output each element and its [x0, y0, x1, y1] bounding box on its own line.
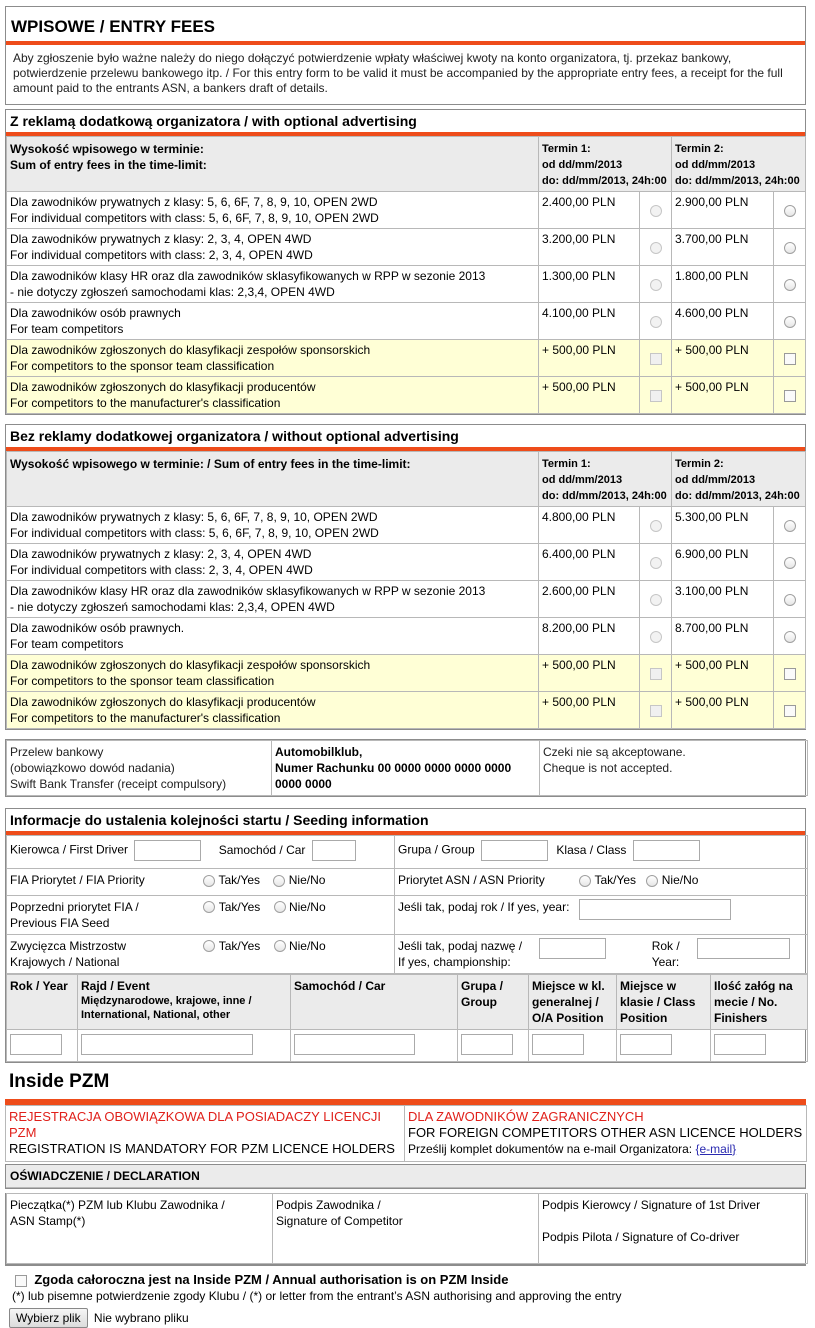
without-ads-table — [6, 451, 806, 729]
signatures-table — [6, 1193, 808, 1264]
fee-radio-term1[interactable] — [650, 205, 662, 217]
fee-radio-cell-2[interactable] — [774, 581, 806, 618]
champion-name-label-l1: Jeśli tak, podaj nazwę / — [398, 939, 523, 953]
term1-label: Termin 1: — [542, 143, 591, 155]
class-input[interactable] — [633, 840, 700, 861]
fee-radio-cell-1[interactable] — [640, 192, 672, 229]
results-table — [6, 974, 808, 1062]
col-finishers: Ilość załóg na mecie / No. Finishers — [711, 975, 808, 1030]
fee-desc — [7, 340, 539, 377]
fee-desc-pl: Dla zawodników prywatnych z klasy: 5, 6, 6F, 7, 8, 9, 10, OPEN 2WD — [10, 195, 378, 209]
bank-method-l1: Przelew bankowy — [10, 745, 104, 759]
fee-desc-en: - nie dotyczy zgłoszeń samochodami klas: 2,3,4, OPEN 4WD — [10, 285, 335, 299]
fee-radio-term1[interactable] — [650, 316, 662, 328]
fee-price-2: + 500,00 PLN — [672, 340, 774, 377]
bank-method-l2: (obowiązkowo dowód nadania) — [10, 761, 175, 775]
first-driver-label: Kierowca / First Driver — [10, 842, 129, 857]
term1-head — [539, 137, 672, 192]
fee-checkbox-term1[interactable] — [650, 668, 662, 680]
fee-row-extra — [7, 377, 806, 414]
choose-file-button[interactable]: Wybierz plik — [9, 1308, 88, 1328]
fee-desc-pl: Dla zawodników osób prawnych — [10, 306, 181, 320]
fee-row — [7, 581, 806, 618]
fee-desc-en: For team competitors — [10, 322, 124, 336]
annual-authorisation-label: Zgoda całoroczna jest na Inside PZM / Annual authorisation is on PZM Inside — [34, 1272, 509, 1287]
term1-to: do: dd/mm/2013, 24h:00 — [542, 490, 667, 502]
fee-desc-en: For individual competitors with class: 2, 3, 4, OPEN 4WD — [10, 563, 313, 577]
fee-desc — [7, 581, 539, 618]
fee-row — [7, 303, 806, 340]
file-upload-row — [5, 1308, 806, 1328]
inside-pzm-row — [6, 1106, 807, 1162]
fee-desc — [7, 507, 539, 544]
fee-price-2: 5.300,00 PLN — [672, 507, 774, 544]
fee-head-l2: Sum of entry fees in the time-limit: — [10, 158, 207, 172]
result-year-input[interactable] — [10, 1034, 62, 1055]
fia-priority-label: FIA Priorytet / FIA Priority — [10, 873, 145, 887]
fee-checkbox-cell-1[interactable] — [640, 692, 672, 729]
prev-fia-yes-radio[interactable] — [203, 901, 215, 913]
pzm-licence-cell — [6, 1106, 405, 1162]
fee-desc — [7, 377, 539, 414]
fee-row — [7, 618, 806, 655]
fee-desc-en: For competitors to the sponsor team classification — [10, 674, 275, 688]
col-class-position: Miejsce w klasie / Class Position — [617, 975, 711, 1030]
fee-radio-term2[interactable] — [784, 557, 796, 569]
seeding-row-priority — [7, 869, 808, 896]
seeding-row-prev-fia — [7, 896, 808, 935]
fee-desc — [7, 692, 539, 729]
competitor-signature-l1: Podpis Zawodnika / — [276, 1198, 381, 1212]
fee-price-1: + 500,00 PLN — [539, 377, 640, 414]
fee-radio-cell-2[interactable] — [774, 266, 806, 303]
fee-desc-pl: Dla zawodników klasy HR oraz dla zawodników sklasyfikowanych w RPP w sezonie 2013 — [10, 584, 486, 598]
prev-fia-label — [10, 899, 200, 931]
fee-head-l1: Wysokość wpisowego w terminie: — [10, 142, 204, 156]
declaration-section — [5, 1164, 806, 1189]
champion-name-label-l2: If yes, championship: — [398, 955, 511, 969]
championship-input[interactable] — [539, 938, 606, 959]
fee-checkbox-cell-1[interactable] — [640, 340, 672, 377]
seeding-section — [5, 808, 806, 1063]
fee-radio-cell-2[interactable] — [774, 618, 806, 655]
fee-row — [7, 229, 806, 266]
term2-to: do: dd/mm/2013, 24h:00 — [675, 490, 800, 502]
fee-checkbox-term2[interactable] — [784, 390, 796, 402]
codriver-signature-label: Podpis Pilota / Signature of Co-driver — [542, 1230, 740, 1244]
champion-label-l2: Krajowych / National — [10, 955, 120, 969]
class-label: Klasa / Class — [556, 842, 627, 857]
fee-desc-en: For individual competitors with class: 2, 3, 4, OPEN 4WD — [10, 248, 313, 262]
stamp-footnote: (*) lub pisemne potwierdzenie zgody Klubu / (*) or letter from the entrant’s ASN authorising and approving the entry — [12, 1289, 622, 1303]
fee-price-1: 3.200,00 PLN — [539, 229, 640, 266]
seeding-cell — [7, 935, 395, 974]
results-cell — [458, 1030, 529, 1062]
first-driver-input[interactable] — [134, 840, 201, 861]
fee-radio-term1[interactable] — [650, 594, 662, 606]
foreign-send-text: Prześlij komplet dokumentów na e-mail Organizatora: — [408, 1142, 693, 1156]
seeding-cell — [395, 836, 808, 869]
footer — [5, 1265, 806, 1328]
champion-year-label-l1: Rok / — [651, 939, 680, 953]
seeding-cell — [7, 896, 395, 935]
fee-desc-en: For individual competitors with class: 5, 6, 6F, 7, 8, 9, 10, OPEN 2WD — [10, 211, 379, 225]
results-cell — [711, 1030, 808, 1062]
fee-price-1: 2.400,00 PLN — [539, 192, 640, 229]
term2-from: od dd/mm/2013 — [675, 474, 756, 486]
fee-desc-pl: Dla zawodników zgłoszonych do klasyfikacji producentów — [10, 380, 316, 394]
prev-fia-label-l2: Previous FIA Seed — [10, 916, 110, 930]
fee-desc-en: For competitors to the manufacturer's classification — [10, 396, 281, 410]
results-cell — [529, 1030, 617, 1062]
no-label: Nie/No — [288, 939, 326, 953]
fee-price-1: 6.400,00 PLN — [539, 544, 640, 581]
fee-desc — [7, 303, 539, 340]
col-group: Grupa / Group — [458, 975, 529, 1030]
fee-radio-cell-1[interactable] — [640, 581, 672, 618]
fee-price-2: + 500,00 PLN — [672, 655, 774, 692]
fee-checkbox-cell-2[interactable] — [774, 340, 806, 377]
seeding-cell — [395, 935, 808, 974]
fee-radio-cell-1[interactable] — [640, 266, 672, 303]
foreign-send-line — [408, 1141, 803, 1157]
champion-label-l1: Zwycięzca Mistrzostw — [10, 939, 127, 953]
results-cell — [617, 1030, 711, 1062]
fee-radio-cell-2[interactable] — [774, 303, 806, 340]
car-label: Samochód / Car — [218, 842, 306, 857]
without-ads-head-row — [7, 452, 806, 507]
foreign-heading: DLA ZAWODNIKÓW ZAGRANICZNYCH — [408, 1109, 644, 1124]
champion-year-label — [652, 938, 694, 970]
term1-from: od dd/mm/2013 — [542, 159, 623, 171]
fee-row — [7, 266, 806, 303]
fee-checkbox-term2[interactable] — [784, 705, 796, 717]
fee-desc — [7, 229, 539, 266]
competitor-signature-l2: Signature of Competitor — [276, 1214, 403, 1228]
fee-desc-en: For competitors to the manufacturer's classification — [10, 711, 281, 725]
fee-radio-term2[interactable] — [784, 520, 796, 532]
fee-radio-term2[interactable] — [784, 316, 796, 328]
no-label: Nie/No — [661, 873, 699, 887]
fee-price-2: 1.800,00 PLN — [672, 266, 774, 303]
bank-transfer-row — [7, 741, 808, 796]
fee-desc-en: For competitors to the sponsor team classification — [10, 359, 275, 373]
bank-method-l3: Swift Bank Transfer (receipt compulsory) — [10, 777, 227, 791]
car-input[interactable] — [312, 840, 356, 861]
competitor-signature-cell — [273, 1194, 539, 1264]
fee-row-extra — [7, 655, 806, 692]
fee-desc-en: For team competitors — [10, 637, 124, 651]
organizer-email-link[interactable]: {e-mail} — [695, 1142, 737, 1156]
results-cell — [7, 1030, 78, 1062]
fee-desc — [7, 618, 539, 655]
fee-row — [7, 507, 806, 544]
fee-price-2: 3.100,00 PLN — [672, 581, 774, 618]
champion-year-label-l2: Year: — [651, 955, 680, 969]
results-cell — [78, 1030, 291, 1062]
fee-desc — [7, 655, 539, 692]
page-title: WPISOWE / ENTRY FEES — [6, 7, 805, 45]
fee-row-extra — [7, 692, 806, 729]
fee-desc-pl: Dla zawodników prywatnych z klasy: 2, 3, 4, OPEN 4WD — [10, 547, 312, 561]
prev-fia-label-l1: Poprzedni priorytet FIA / — [10, 900, 139, 914]
term2-head — [672, 137, 806, 192]
result-oa-position-input[interactable] — [532, 1034, 584, 1055]
with-ads-title: Z reklamą dodatkową organizatora / with optional advertising — [6, 110, 805, 136]
fee-checkbox-cell-2[interactable] — [774, 655, 806, 692]
term2-to: do: dd/mm/2013, 24h:00 — [675, 175, 800, 187]
term2-label: Termin 2: — [675, 143, 724, 155]
intro-text: Aby zgłoszenie było ważne należy do niego dołączyć potwierdzenie wpłaty właściwej kwoty na konto organizatora, tj. przekaz bankowy, potwierdzenie przelewu bankowego itp. / For this entry form to be valid it must be accompanied by the appropriate entry fees, a receipt for the full amount paid to the entrants ASN, a bankers draft of details. — [13, 51, 783, 95]
fee-radio-cell-1[interactable] — [640, 303, 672, 340]
driver-signature-cell — [539, 1194, 808, 1264]
bank-transfer-method — [7, 741, 272, 796]
fee-checkbox-term2[interactable] — [784, 353, 796, 365]
champion-year-input[interactable] — [697, 938, 790, 959]
fee-price-1: + 500,00 PLN — [539, 655, 640, 692]
results-input-row — [7, 1030, 808, 1062]
asn-priority-no-radio[interactable] — [646, 875, 658, 887]
fee-checkbox-cell-2[interactable] — [774, 377, 806, 414]
fee-price-2: + 500,00 PLN — [672, 692, 774, 729]
prev-fia-year-input[interactable] — [579, 899, 731, 920]
fee-desc — [7, 192, 539, 229]
results-cell — [291, 1030, 458, 1062]
col-event — [78, 975, 291, 1030]
fee-radio-term2[interactable] — [784, 279, 796, 291]
fee-radio-term1[interactable] — [650, 631, 662, 643]
fee-desc-pl: Dla zawodników prywatnych z klasy: 5, 6, 6F, 7, 8, 9, 10, OPEN 2WD — [10, 510, 378, 524]
fee-radio-cell-1[interactable] — [640, 544, 672, 581]
result-finishers-input[interactable] — [714, 1034, 766, 1055]
fia-priority-yes-radio[interactable] — [203, 875, 215, 887]
cheque-info — [540, 741, 808, 796]
fee-desc-en: For individual competitors with class: 5, 6, 6F, 7, 8, 9, 10, OPEN 2WD — [10, 526, 379, 540]
fee-price-1: + 500,00 PLN — [539, 692, 640, 729]
fee-price-1: 4.100,00 PLN — [539, 303, 640, 340]
fee-desc-pl: Dla zawodników zgłoszonych do klasyfikacji zespołów sponsorskich — [10, 658, 371, 672]
foreign-competitors-cell — [405, 1106, 807, 1162]
bank-account-number: Numer Rachunku 00 0000 0000 0000 0000 0000 0000 — [275, 761, 512, 791]
driver-signature-label: Podpis Kierowcy / Signature of 1st Driver — [542, 1198, 761, 1212]
fee-price-1: + 500,00 PLN — [539, 340, 640, 377]
signatures-section — [5, 1193, 806, 1265]
fee-checkbox-cell-1[interactable] — [640, 655, 672, 692]
fia-priority-no-radio[interactable] — [273, 875, 285, 887]
fee-radio-term1[interactable] — [650, 520, 662, 532]
fee-desc-pl: Dla zawodników zgłoszonych do klasyfikacji zespołów sponsorskich — [10, 343, 371, 357]
fee-row — [7, 192, 806, 229]
fee-radio-term2[interactable] — [784, 242, 796, 254]
result-group-input[interactable] — [461, 1034, 513, 1055]
term2-from: od dd/mm/2013 — [675, 159, 756, 171]
champion-name-label — [398, 938, 536, 970]
with-ads-head-row — [7, 137, 806, 192]
fee-row — [7, 544, 806, 581]
fee-row-extra — [7, 340, 806, 377]
bank-transfer-table — [6, 740, 808, 796]
col-event-label: Rajd / Event — [81, 979, 150, 993]
cheque-info-pl: Czeki nie są akceptowane. — [543, 745, 686, 759]
no-label: Nie/No — [288, 900, 326, 914]
stamp-label-l2: ASN Stamp(*) — [10, 1214, 86, 1228]
fee-radio-term2[interactable] — [784, 631, 796, 643]
seeding-row-champion — [7, 935, 808, 974]
fee-radio-term1[interactable] — [650, 242, 662, 254]
seeding-table — [6, 835, 808, 974]
fee-radio-term2[interactable] — [784, 594, 796, 606]
term2-label: Termin 2: — [675, 458, 724, 470]
col-year: Rok / Year — [7, 975, 78, 1030]
pzm-licence-heading: REJESTRACJA OBOWIĄZKOWA DLA POSIADACZY LICENCJI PZM — [9, 1109, 382, 1140]
declaration-title: OŚWIADCZENIE / DECLARATION — [6, 1165, 805, 1188]
result-event-input[interactable] — [81, 1034, 253, 1055]
file-status: Nie wybrano pliku — [93, 1311, 189, 1325]
term1-from: od dd/mm/2013 — [542, 474, 623, 486]
fee-price-2: 2.900,00 PLN — [672, 192, 774, 229]
seeding-cell — [395, 869, 808, 896]
champion-label — [10, 938, 200, 970]
without-ads-title: Bez reklamy dodatkowej organizatora / without optional advertising — [6, 425, 805, 451]
fee-checkbox-cell-2[interactable] — [774, 692, 806, 729]
yes-label: Tak/Yes — [218, 900, 261, 914]
result-car-input[interactable] — [294, 1034, 415, 1055]
fee-head-label — [7, 137, 539, 192]
fee-radio-cell-2[interactable] — [774, 507, 806, 544]
fee-head-label: Wysokość wpisowego w terminie: / Sum of entry fees in the time-limit: — [7, 452, 539, 507]
group-label: Grupa / Group — [398, 842, 475, 857]
champion-yes-radio[interactable] — [203, 940, 215, 952]
fee-price-2: + 500,00 PLN — [672, 377, 774, 414]
fee-price-2: 6.900,00 PLN — [672, 544, 774, 581]
fee-price-1: 8.200,00 PLN — [539, 618, 640, 655]
col-oa-position: Miejsce w kl. generalnej / O/A Position — [529, 975, 617, 1030]
fee-checkbox-term1[interactable] — [650, 353, 662, 365]
stamp-cell — [7, 1194, 273, 1264]
fee-desc — [7, 544, 539, 581]
with-ads-table — [6, 136, 806, 414]
inside-pzm-title: Inside PZM — [5, 1067, 806, 1105]
cheque-info-en: Cheque is not accepted. — [543, 761, 673, 775]
seeding-cell — [7, 869, 395, 896]
term1-label: Termin 1: — [542, 458, 591, 470]
entry-fees-section — [5, 6, 806, 105]
fee-radio-term1[interactable] — [650, 557, 662, 569]
yes-label: Tak/Yes — [218, 939, 261, 953]
fee-checkbox-cell-1[interactable] — [640, 377, 672, 414]
fee-desc-pl: Dla zawodników osób prawnych. — [10, 621, 185, 635]
fee-price-2: 3.700,00 PLN — [672, 229, 774, 266]
fee-desc-en: - nie dotyczy zgłoszeń samochodami klas: 2,3,4, OPEN 4WD — [10, 600, 335, 614]
result-class-position-input[interactable] — [620, 1034, 672, 1055]
fee-price-1: 4.800,00 PLN — [539, 507, 640, 544]
fee-checkbox-term1[interactable] — [650, 705, 662, 717]
col-car: Samochód / Car — [291, 975, 458, 1030]
pzm-licence-text: REGISTRATION IS MANDATORY FOR PZM LICENCE HOLDERS — [9, 1141, 395, 1156]
fee-radio-cell-2[interactable] — [774, 192, 806, 229]
fee-radio-cell-2[interactable] — [774, 229, 806, 266]
fee-price-2: 8.700,00 PLN — [672, 618, 774, 655]
without-ads-section — [5, 424, 806, 730]
seeding-cell — [395, 896, 808, 935]
fee-desc — [7, 266, 539, 303]
fee-desc-pl: Dla zawodników klasy HR oraz dla zawodników sklasyfikowanych w RPP w sezonie 2013 — [10, 269, 486, 283]
signatures-row — [7, 1194, 808, 1264]
bank-account — [272, 741, 540, 796]
fee-price-1: 2.600,00 PLN — [539, 581, 640, 618]
stamp-label-l1: Pieczątka(*) PZM lub Klubu Zawodnika / — [10, 1198, 225, 1212]
group-input[interactable] — [481, 840, 548, 861]
fee-radio-cell-1[interactable] — [640, 507, 672, 544]
fee-price-2: 4.600,00 PLN — [672, 303, 774, 340]
no-label: Nie/No — [288, 873, 326, 887]
fee-radio-term1[interactable] — [650, 279, 662, 291]
inside-pzm-section — [5, 1067, 806, 1162]
fee-radio-cell-1[interactable] — [640, 618, 672, 655]
fee-checkbox-term2[interactable] — [784, 668, 796, 680]
fee-radio-cell-2[interactable] — [774, 544, 806, 581]
prev-fia-no-radio[interactable] — [274, 901, 286, 913]
with-ads-section — [5, 109, 806, 415]
col-event-sub: Międzynarodowe, krajowe, inne / International, National, other — [81, 995, 252, 1021]
bank-account-holder: Automobilklub, — [275, 745, 363, 759]
fee-desc-pl: Dla zawodników prywatnych z klasy: 2, 3, 4, OPEN 4WD — [10, 232, 312, 246]
fee-radio-cell-1[interactable] — [640, 229, 672, 266]
seeding-cell — [7, 836, 395, 869]
champion-no-radio[interactable] — [274, 940, 286, 952]
annual-authorisation-checkbox[interactable] — [15, 1275, 27, 1287]
asn-priority-label: Priorytet ASN / ASN Priority — [398, 873, 545, 887]
asn-priority-yes-radio[interactable] — [579, 875, 591, 887]
annual-authorisation-row — [5, 1272, 806, 1287]
fee-radio-term2[interactable] — [784, 205, 796, 217]
yes-label: Tak/Yes — [594, 873, 637, 887]
fee-checkbox-term1[interactable] — [650, 390, 662, 402]
fee-desc-pl: Dla zawodników zgłoszonych do klasyfikacji producentów — [10, 695, 316, 709]
results-head-row — [7, 975, 808, 1030]
term1-to: do: dd/mm/2013, 24h:00 — [542, 175, 667, 187]
term1-head — [539, 452, 672, 507]
yes-label: Tak/Yes — [218, 873, 261, 887]
prev-fia-year-label: Jeśli tak, podaj rok / If yes, year: — [398, 900, 570, 914]
seeding-title: Informacje do ustalenia kolejności startu / Seeding information — [6, 809, 805, 835]
inside-pzm-table — [5, 1105, 807, 1162]
foreign-text: FOR FOREIGN COMPETITORS OTHER ASN LICENCE HOLDERS — [408, 1125, 803, 1140]
term2-head — [672, 452, 806, 507]
seeding-row-driver — [7, 836, 808, 869]
bank-transfer-section — [5, 739, 806, 797]
fee-price-1: 1.300,00 PLN — [539, 266, 640, 303]
